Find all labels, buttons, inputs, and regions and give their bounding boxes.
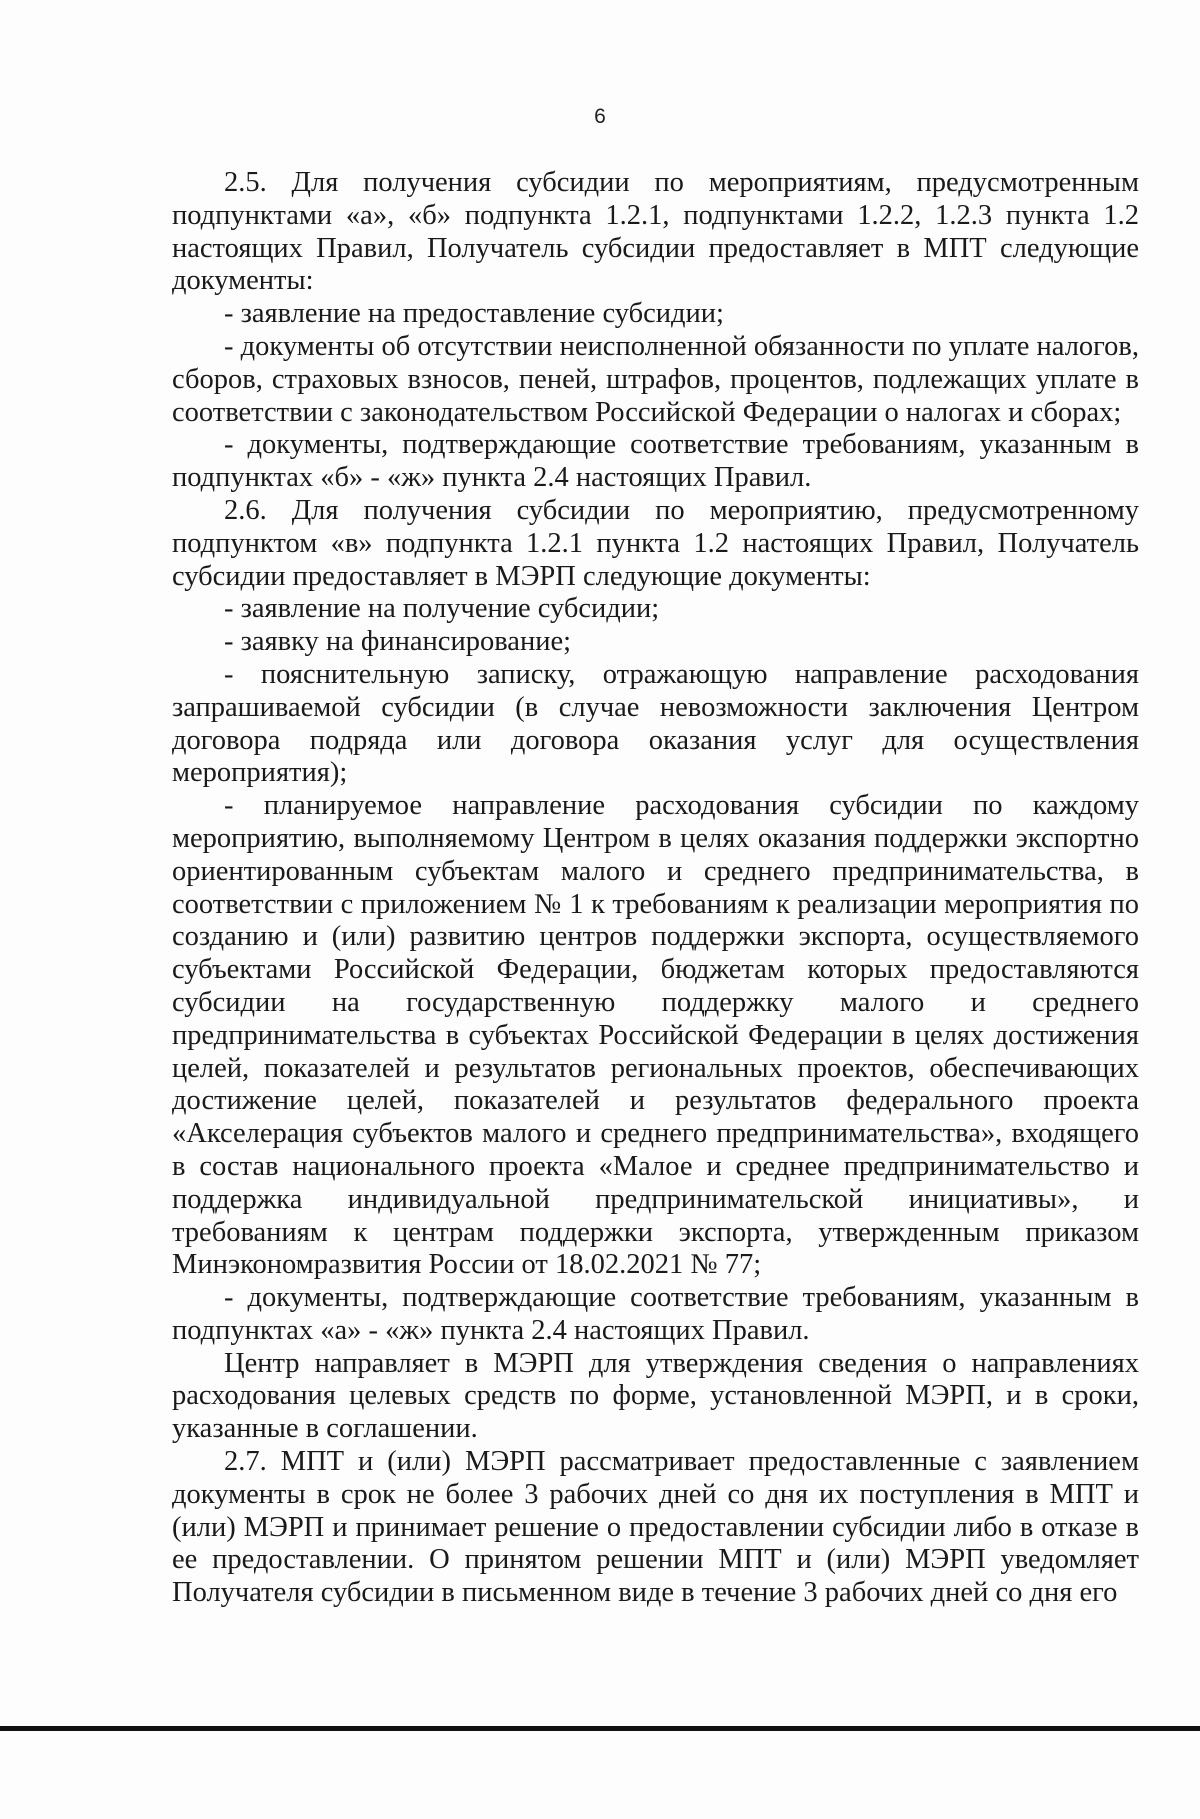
list-item: - документы об отсутствии неисполненной обязанности по уплате налогов, сборов, страховых взносов, пеней, штрафов, процентов, подлежащих уплате в соответствии с законодательством Российской Федерации о налогах и сборах;: [172, 330, 1139, 428]
list-item: - заявление на получение субсидии;: [224, 593, 660, 625]
list-item: - пояснительную записку, отражающую направление расходования запрашиваемой субсидии (в случае невозможности заключения Центром договора подряда или договора оказания услуг для осуществления мероприятия);: [172, 658, 1139, 789]
document-body: [172, 167, 1139, 1610]
page-number: 6: [594, 105, 606, 128]
bottom-divider: [0, 1726, 1200, 1731]
paragraph-center-note: Центр направляет в МЭРП для утверждения сведения о направлениях расходования целевых средств по форме, установленной МЭРП, и в сроки, указанные в соглашении.: [172, 1347, 1139, 1445]
list-item: - документы, подтверждающие соответствие требованиям, указанным в подпунктах «б» - «ж» пункта 2.4 настоящих Правил.: [172, 429, 1139, 494]
paragraph-2-6: 2.6. Для получения субсидии по мероприятию, предусмотренному подпунктом «в» подпункта 1.2.1 пункта 1.2 настоящих Правил, Получатель субсидии предоставляет в МЭРП следующие документы:: [172, 494, 1139, 592]
list-item: - заявку на финансирование;: [224, 626, 572, 658]
paragraph-2-7: 2.7. МПТ и (или) МЭРП рассматривает предоставленные с заявлением документы в срок не более 3 рабочих дней со дня их поступления в МПТ и (или) МЭРП и принимает решение о предоставлении субсидии либо в отказе в ее предоставлении. О принятом решении МПТ и (или) МЭРП уведомляет Получателя субсидии в письменном виде в течение 3 рабочих дней со дня его: [172, 1446, 1139, 1609]
list-item: - документы, подтверждающие соответствие требованиям, указанным в подпунктах «а» - «ж» пункта 2.4 настоящих Правил.: [172, 1282, 1139, 1346]
list-item: - заявление на предоставление субсидии;: [224, 298, 724, 330]
paragraph-2-5: 2.5. Для получения субсидии по мероприятиям, предусмотренным подпунктами «а», «б» подпункта 1.2.1, подпунктами 1.2.2, 1.2.3 пункта 1.2 настоящих Правил, Получатель субсидии предоставляет в МПТ следующие документы:: [172, 167, 1139, 297]
list-item: - планируемое направление расходования субсидии по каждому мероприятию, выполняемому Центром в целях оказания поддержки экспортно ориентированным субъектам малого и среднего предпринимательства, в соответствии с приложением № 1 к требованиям к реализации мероприятия по созданию и (или) развитию центров поддержки экспорта, осуществляемого субъектами Российской Федерации, бюджетам которых предоставляются субсидии на государственную поддержку малого и среднего предпринимательства в субъектах Российской Федерации в целях достижения целей, показателей и результатов региональных проектов, обеспечивающих достижение целей, показателей и результатов федерального проекта «Акселерация субъектов малого и среднего предпринимательства», входящего в состав национального проекта «Малое и среднее предпринимательство и поддержка индивидуальной предпринимательской инициативы», и требованиям к центрам поддержки экспорта, утвержденным приказом Минэкономразвития России от 18.02.2021 № 77;: [172, 790, 1139, 1281]
